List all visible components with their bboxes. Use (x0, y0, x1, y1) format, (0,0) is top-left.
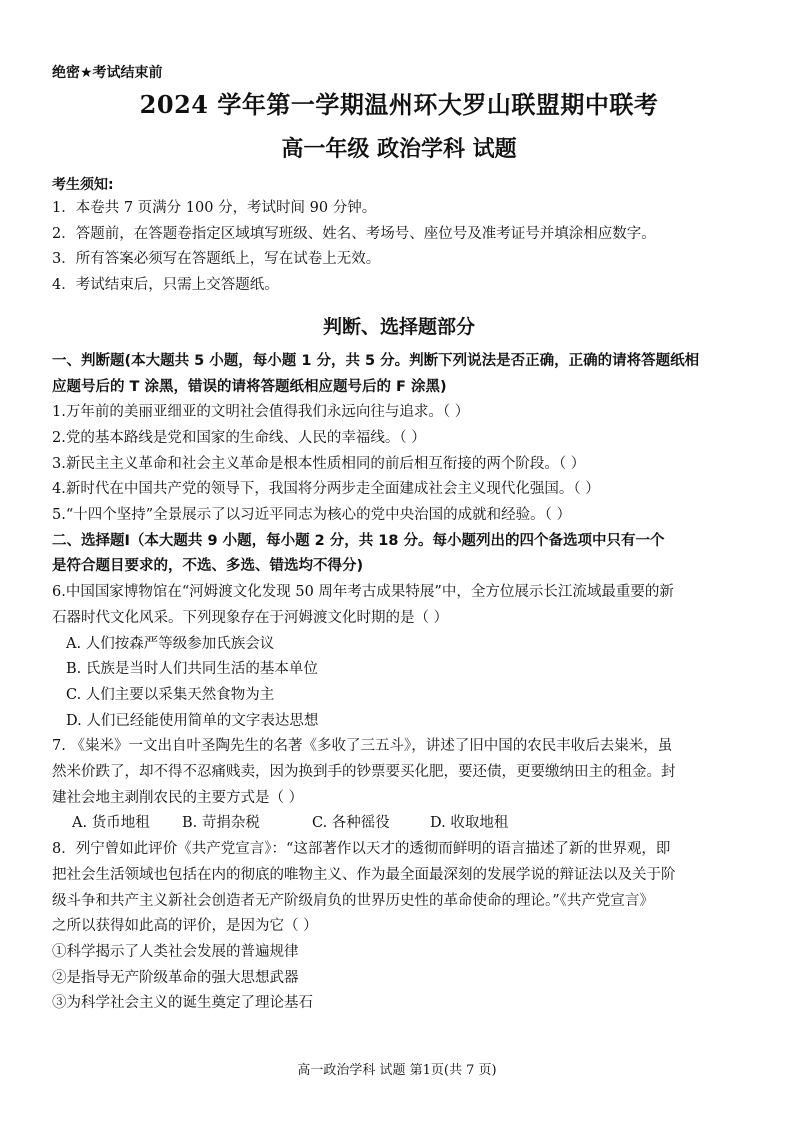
page-footer: 高一政治学科 试题 第1页(共 7 页) (297, 1063, 497, 1078)
exam-title: 2024 学年第一学期温州环大罗山联盟期中联考 (139, 90, 659, 119)
notice-heading: 考生须知: (52, 177, 114, 193)
section-true-false (52, 349, 746, 529)
option-c: C. 人们主要以采集天然食物为主 (66, 686, 275, 703)
question-3: 3.新民主主义革命和社会主义革命是根本性质相同的前后相互衔接的两个阶段。（ ） (52, 455, 586, 472)
section-heading: 一、判断题(本大题共 5 小题，每小题 1 分，共 5 分。判断下列说法是否正确，正确的请将答题纸相 (52, 352, 700, 369)
section-heading: 是符合题目要求的，不选、多选、错选均不得分) (52, 558, 364, 575)
option-c: C. 各种徭役 (312, 815, 390, 832)
option-a: A. 人们按森严等级参加氏族会议 (66, 635, 275, 652)
notice-item: 3．所有答案必须写在答题纸上，写在试卷上无效。 (52, 251, 381, 268)
question-4: 4.新时代在中国共产党的领导下，我国将分两步走全面建成社会主义现代化强国。（ ） (52, 481, 600, 498)
exam-page (52, 62, 746, 1017)
question-text-line: 8．列宁曾如此评价《共产党宣言》：“这部著作以天才的透彻而鲜明的语言描述了新的世界观，即 (52, 841, 671, 858)
question-6 (52, 580, 746, 734)
question-text-line: 把社会生活领域也包括在内的彻底的唯物主义、作为最全面最深刻的发展学说的辩证法以及关于阶 (52, 866, 676, 883)
question-text-line: 级斗争和共产主义新社会创造者无产阶级肩负的世界历史性的革命使命的理论。”《共产党宣言》 (52, 892, 654, 909)
option-a: A. 货币地租 (72, 815, 150, 832)
question-8 (52, 837, 746, 1017)
option-d: D. 收取地租 (430, 815, 509, 832)
section-heading: 应题号后的 T 涂黑，错误的请将答题纸相应题号后的 F 涂黑) (52, 378, 447, 395)
confidential-label: 绝密★考试结束前 (52, 65, 163, 81)
question-5: 5.“十四个坚持”全景展示了以习近平同志为核心的党中央治国的成就和经验。（ ） (52, 507, 572, 524)
exam-subtitle: 高一年级 政治学科 试题 (281, 136, 517, 162)
notice-item: 1．本卷共 7 页满分 100 分，考试时间 90 分钟。 (52, 200, 377, 216)
statement-1: ①科学揭示了人类社会发展的普遍规律 (52, 943, 299, 960)
notice-item: 4．考试结束后，只需上交答题纸。 (52, 277, 279, 294)
question-text-line: 7. 《粜米》一文出自叶圣陶先生的名著《多收了三五斗》，讲述了旧中国的农民丰收后去粜米，虽 (52, 738, 673, 755)
question-text-line: 之所以获得如此高的评价，是因为它（ ） (52, 918, 318, 935)
option-b: B. 氏族是当时人们共同生活的基本单位 (66, 661, 318, 678)
statement-2: ②是指导无产阶级革命的强大思想武器 (52, 969, 299, 986)
question-text-line: 建社会地主剥削农民的主要方式是（ ） (52, 789, 304, 806)
statement-3: ③为科学社会主义的诞生奠定了理论基石 (52, 995, 313, 1012)
option-b: B. 苛捐杂税 (182, 815, 260, 832)
option-d: D. 人们已经能使用简单的文字表达思想 (66, 712, 319, 729)
question-7 (52, 734, 746, 837)
question-1: 1.万年前的美丽亚细亚的文明社会值得我们永远向往与追求。（ ） (52, 404, 470, 421)
notice-item: 2．答题前，在答题卷指定区域填写班级、姓名、考场号、座位号及准考证号并填涂相应数字。 (52, 225, 656, 242)
question-text-line: 然米价跌了，却不得不忍痛贱卖，因为换到手的钞票要买化肥，要还债，更要缴纳田主的租金。封 (52, 764, 676, 781)
question-text-line: 石器时代文化风采。下列现象存在于河姆渡文化时期的是（ ） (52, 609, 449, 626)
question-2: 2.党的基本路线是党和国家的生命线、人民的幸福线。（ ） (52, 429, 426, 446)
notice-list (52, 196, 746, 299)
question-text-line: 6.中国国家博物馆在“河姆渡文化发现 50 周年考古成果特展”中，全方位展示长江流域最重要的新 (52, 584, 674, 601)
part-title: 判断、选择题部分 (322, 315, 475, 338)
options-row (52, 811, 746, 837)
section-heading: 二、选择题Ⅰ（本大题共 9 小题，每小题 2 分，共 18 分。每小题列出的四个备选项中只有一个 (52, 532, 665, 549)
section-multiple-choice (52, 529, 746, 1017)
